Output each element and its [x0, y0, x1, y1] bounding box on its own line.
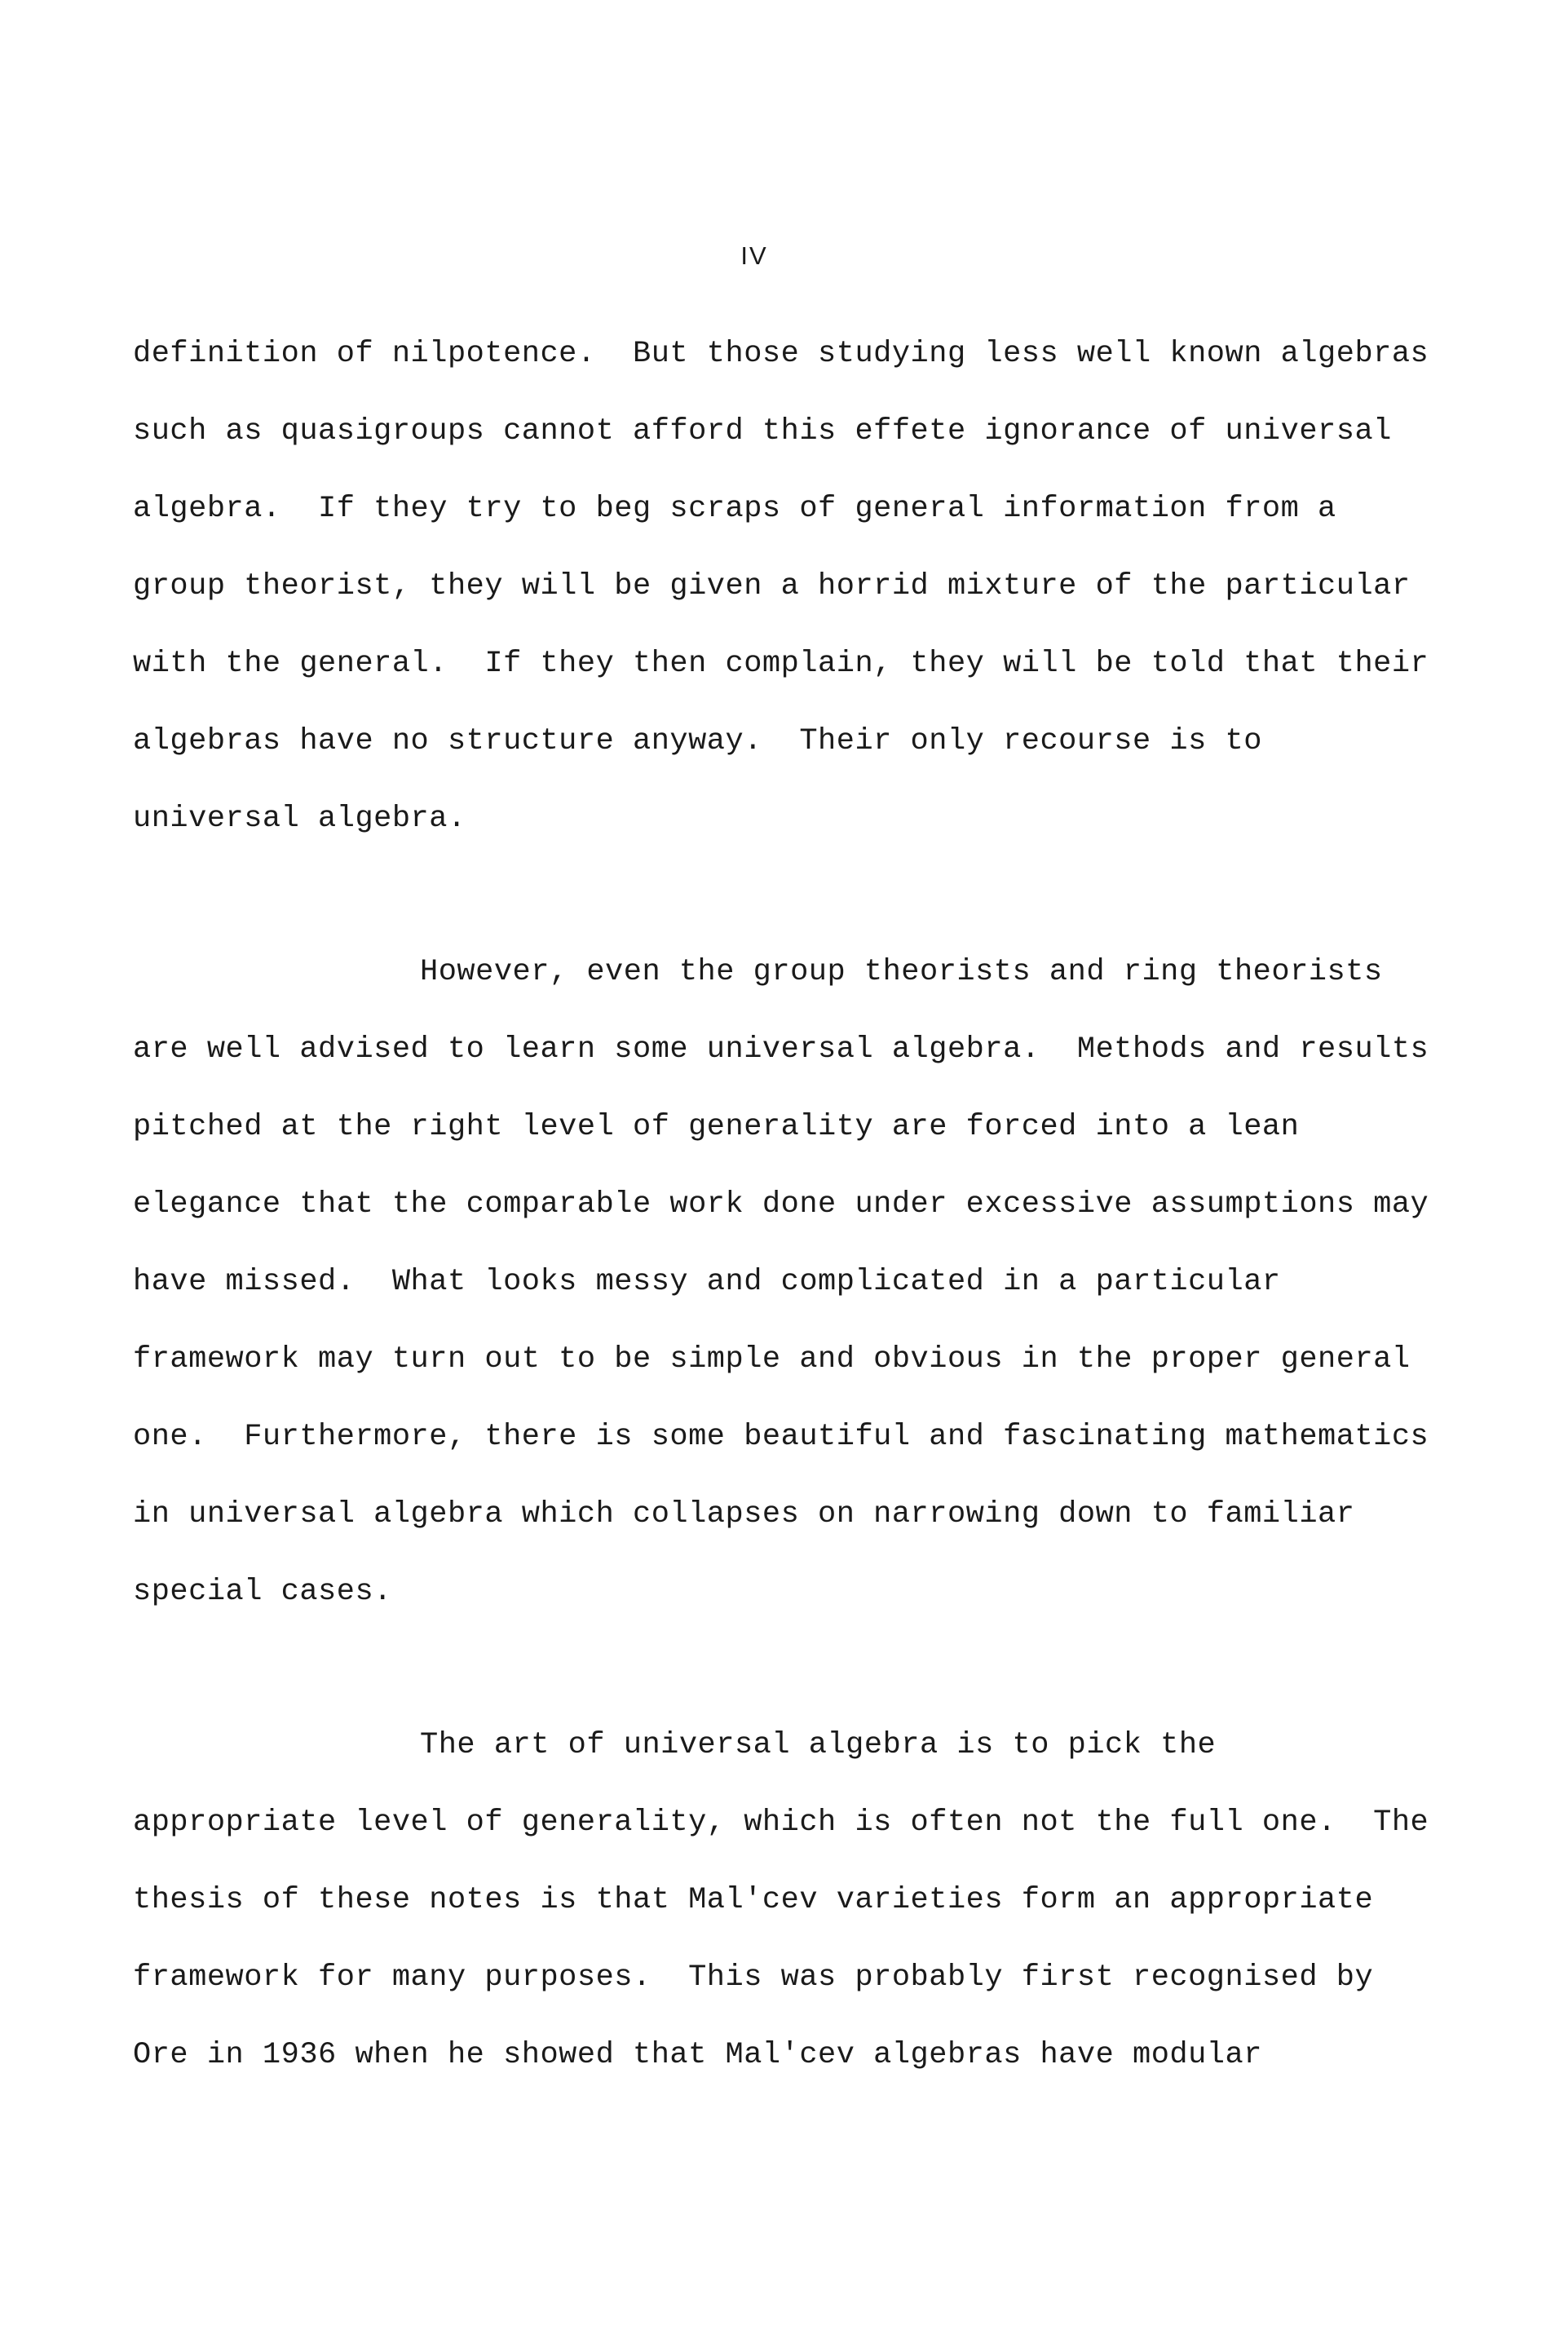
text-line: framework may turn out to be simple and obvious in the proper general — [133, 1342, 1411, 1377]
text-line: such as quasigroups cannot afford this effete ignorance of universal — [133, 414, 1392, 449]
text-line: in universal algebra which collapses on narrowing down to familiar — [133, 1497, 1355, 1532]
text-line: one. Furthermore, there is some beautiful and fascinating mathematics — [133, 1420, 1429, 1454]
text-line: universal algebra. — [133, 802, 466, 836]
text-line: definition of nilpotence. But those studying less well known algebras — [133, 337, 1429, 371]
text-line: algebras have no structure anyway. Their only recourse is to — [133, 724, 1262, 758]
text-line: thesis of these notes is that Mal'cev varieties form an appropriate — [133, 1883, 1374, 1917]
text-line: special cases. — [133, 1575, 392, 1609]
text-line: group theorist, they will be given a horrid mixture of the particular — [133, 569, 1411, 603]
text-line: framework for many purposes. This was probably first recognised by — [133, 1960, 1374, 1995]
text-line: are well advised to learn some universal algebra. Methods and results — [133, 1032, 1429, 1067]
text-line: The art of universal algebra is to pick the — [420, 1728, 1217, 1762]
text-line: have missed. What looks messy and complicated in a particular — [133, 1265, 1281, 1299]
text-line: However, even the group theorists and ring theorists — [420, 955, 1383, 989]
text-line: elegance that the comparable work done under excessive assumptions may — [133, 1187, 1429, 1222]
text-line: appropriate level of generality, which is often not the full one. The — [133, 1806, 1429, 1840]
text-line: with the general. If they then complain, they will be told that their — [133, 647, 1429, 681]
text-line: pitched at the right level of generality are forced into a lean — [133, 1110, 1300, 1144]
text-line: Ore in 1936 when he showed that Mal'cev algebras have modular — [133, 2038, 1262, 2072]
text-line: algebra. If they try to beg scraps of general information from a — [133, 492, 1336, 526]
page-number: IV — [740, 241, 768, 270]
